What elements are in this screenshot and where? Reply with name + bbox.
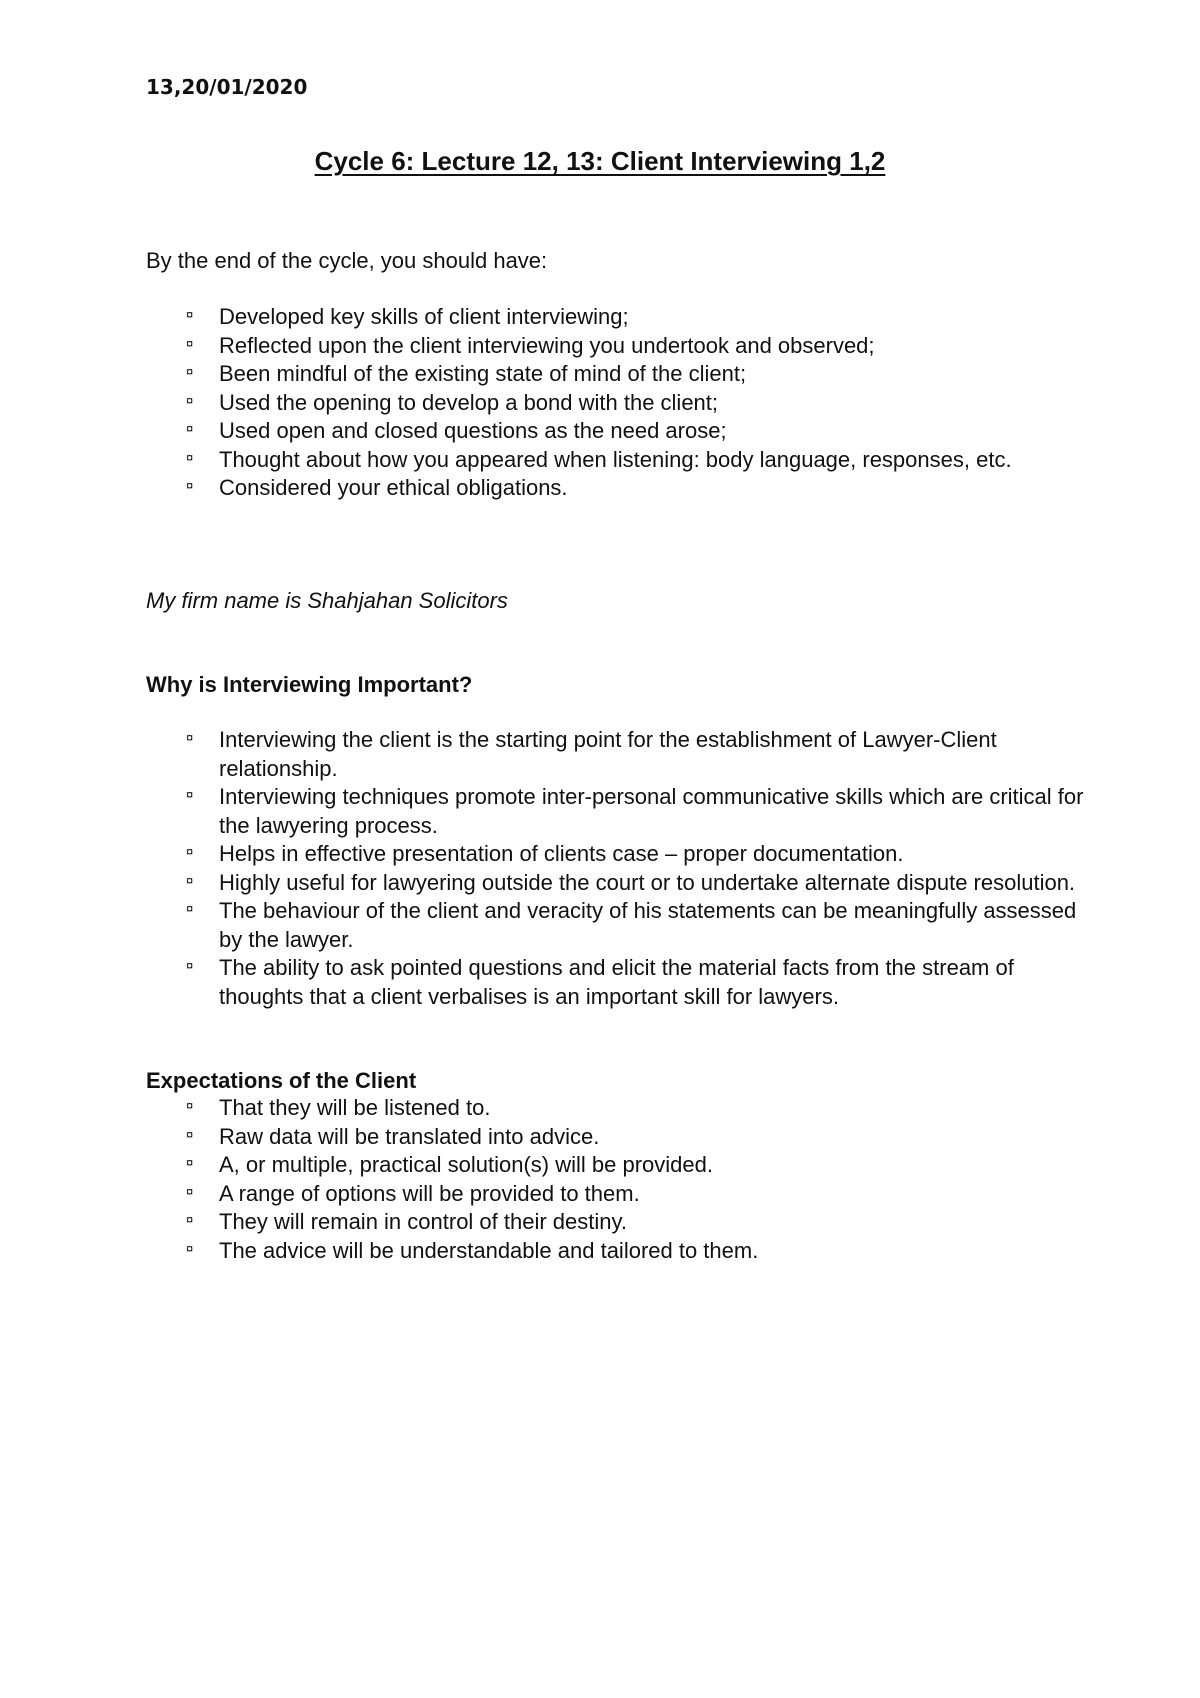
bullet-icon: ¤ (186, 901, 194, 916)
list-item: ¤ Been mindful of the existing state of mind of the client; (186, 361, 747, 386)
list-item: ¤ Used open and closed questions as the need arose; (186, 418, 727, 443)
page-title: Cycle 6: Lecture 12, 13: Client Interviewing 1,2 (314, 146, 886, 176)
list-item: ¤ Developed key skills of client interviewing; (186, 304, 629, 329)
list-item: ¤ A, or multiple, practical solution(s) will be provided. (186, 1152, 713, 1177)
list-item: ¤ Used the opening to develop a bond with the client; (186, 389, 719, 415)
bullet-icon: ¤ (186, 1155, 194, 1170)
bullet-icon: ¤ (186, 449, 194, 465)
list-item: ¤ A range of options will be provided to them. (186, 1180, 640, 1206)
list-item: ¤ Highly useful for lawyering outside the court or to undertake alternate dispute resolution. (186, 869, 1076, 895)
bullet-icon: ¤ (186, 1098, 194, 1113)
bullet-icon: ¤ (186, 421, 194, 436)
bullet-icon: ¤ (186, 1240, 194, 1256)
bullet-icon: ¤ (186, 335, 194, 351)
bullet-icon: ¤ (186, 787, 194, 802)
objectives-list (146, 303, 1086, 503)
intro-text: By the end of the cycle, you should have: (146, 248, 548, 273)
why-heading: Why is Interviewing Important? (146, 672, 473, 697)
firm-note: My firm name is Shahjahan Solicitors (146, 588, 508, 613)
why-list (146, 726, 1086, 1011)
expectations-list (146, 1094, 1086, 1265)
bullet-icon: ¤ (186, 307, 194, 322)
bullet-icon: ¤ (186, 730, 194, 745)
list-item: ¤ Raw data will be translated into advice. (186, 1123, 600, 1149)
list-item: ¤ They will remain in control of their destiny. (186, 1209, 627, 1234)
list-item: ¤ Thought about how you appeared when listening: body language, responses, etc. (186, 446, 1012, 472)
bullet-icon: ¤ (186, 1183, 194, 1199)
expectations-heading: Expectations of the Client (146, 1068, 417, 1093)
document-date: 13,20/01/2020 (146, 75, 308, 99)
list-item: ¤ The behaviour of the client and veracity of his statements can be meaningfully assessed by the lawyer. (186, 898, 1077, 952)
list-item: ¤ That they will be listened to. (186, 1095, 491, 1120)
bullet-icon: ¤ (186, 478, 194, 493)
list-item: ¤ The advice will be understandable and tailored to them. (186, 1237, 759, 1263)
bullet-icon: ¤ (186, 1126, 194, 1142)
bullet-icon: ¤ (186, 1212, 194, 1227)
list-item: ¤ Considered your ethical obligations. (186, 475, 568, 500)
list-item: ¤ Reflected upon the client interviewing you undertook and observed; (186, 332, 875, 358)
bullet-icon: ¤ (186, 364, 194, 379)
bullet-icon: ¤ (186, 392, 194, 408)
bullet-icon: ¤ (186, 958, 194, 973)
list-item: ¤ Helps in effective presentation of clients case – proper documentation. (186, 841, 904, 866)
bullet-icon: ¤ (186, 872, 194, 888)
list-item: ¤ Interviewing techniques promote inter-personal communicative skills which are critical for the lawyering process. (186, 784, 1084, 838)
list-item: ¤ The ability to ask pointed questions and elicit the material facts from the stream of thoughts that a client verbalises is an important skill for lawyers. (186, 955, 1014, 1009)
list-item: ¤ Interviewing the client is the starting point for the establishment of Lawyer-Client relationship. (186, 727, 997, 781)
bullet-icon: ¤ (186, 844, 194, 859)
